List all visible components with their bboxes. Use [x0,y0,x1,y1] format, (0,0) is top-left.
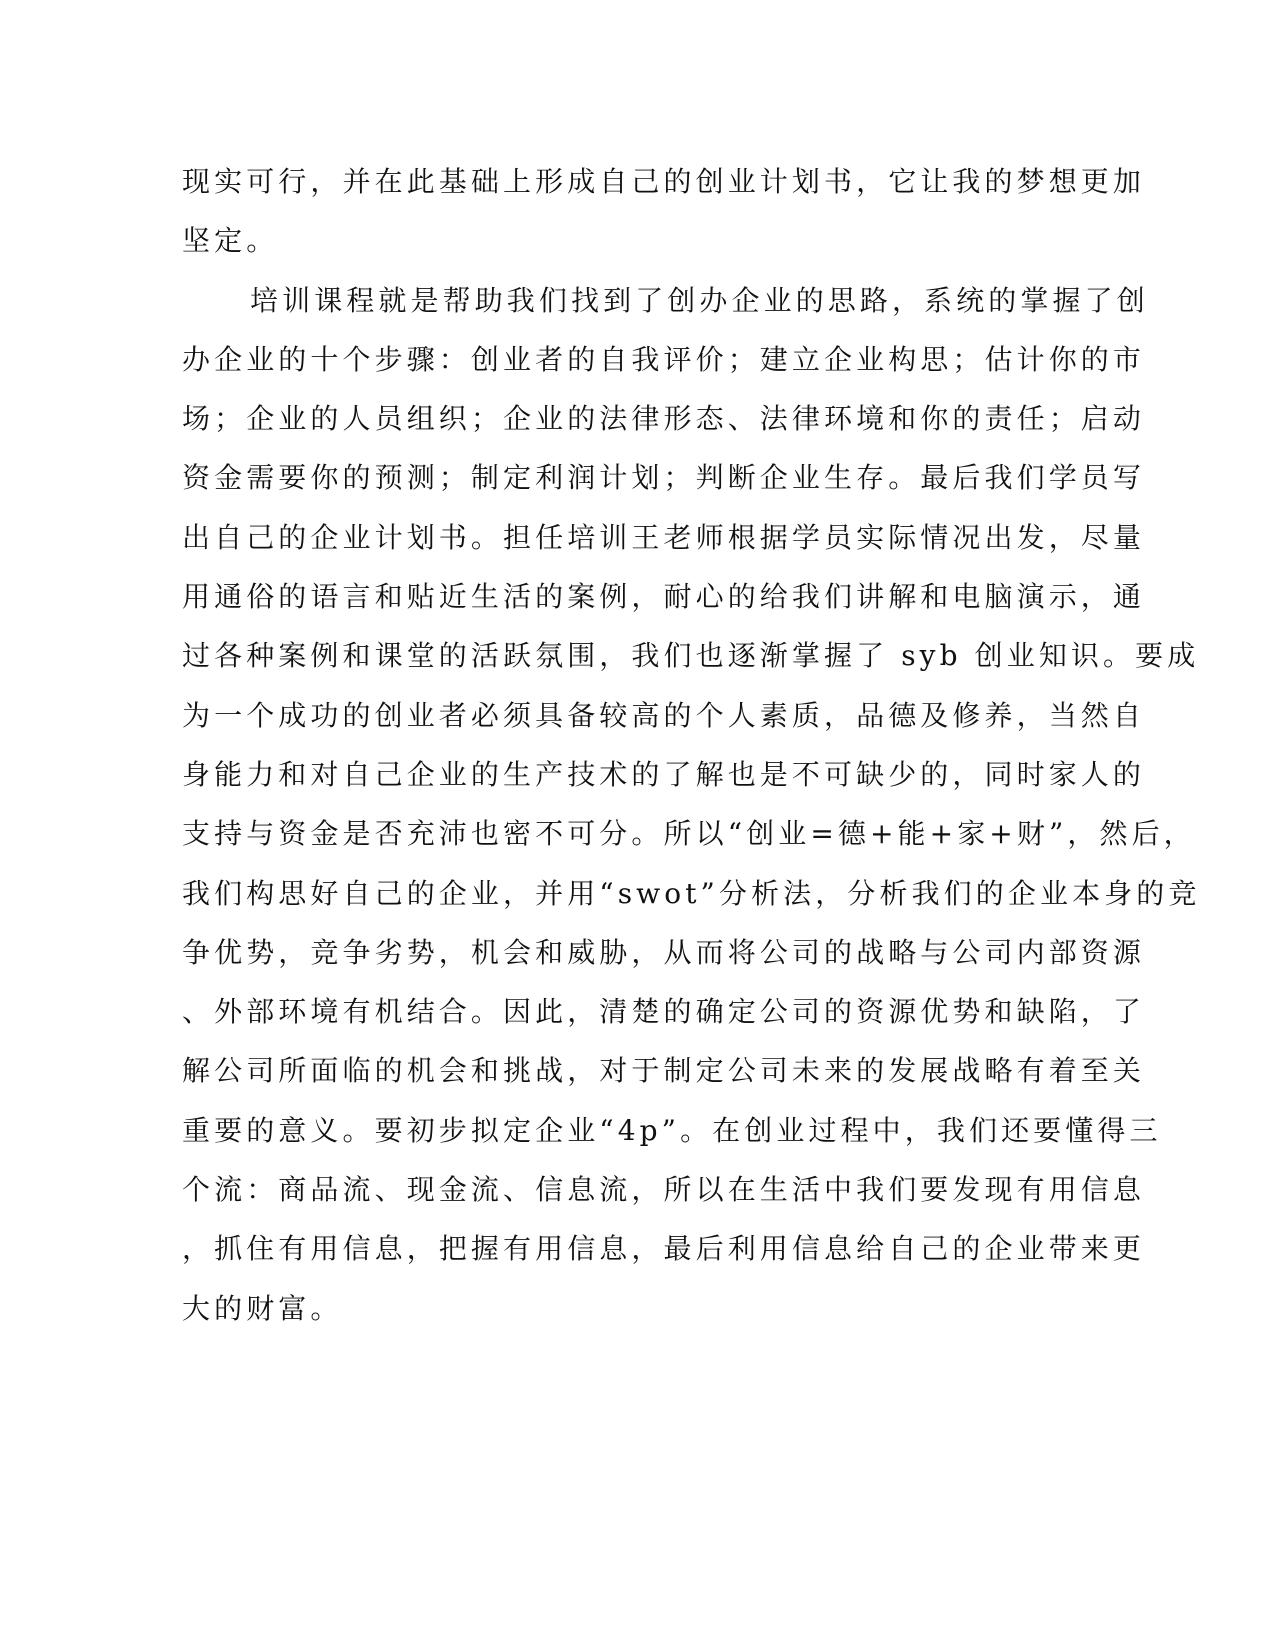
text-line: 解公司所面临的机会和挑战，对于制定公司未来的发展战略有着至关 [182,1054,1146,1088]
text-line: 资金需要你的预测；制定利润计划；判断企业生存。最后我们学员写 [182,461,1146,495]
text-line: 大的财富。 [182,1291,343,1325]
text-line: 、外部环境有机结合。因此，清楚的确定公司的资源优势和缺陷，了 [182,995,1146,1029]
text-line: 出自己的企业计划书。担任培训王老师根据学员实际情况出发，尽量 [182,520,1146,554]
text-line: 支持与资金是否充沛也密不可分。所以“创业=德+能+家+财”，然后， [182,817,1196,851]
text-line: 个流：商品流、现金流、信息流，所以在生活中我们要发现有用信息 [182,1173,1146,1207]
text-line: 重要的意义。要初步拟定企业“4p”。在创业过程中，我们还要懂得三 [182,1113,1162,1147]
text-line: 争优势，竞争劣势，机会和威胁，从而将公司的战略与公司内部资源 [182,935,1146,969]
text-line: 用通俗的语言和贴近生活的案例，耐心的给我们讲解和电脑演示，通 [182,580,1146,614]
text-line: 为一个成功的创业者必须具备较高的个人素质，品德及修养，当然自 [182,698,1146,732]
text-line: 我们构思好自己的企业，并用“swot”分析法，分析我们的企业本身的竞 [182,876,1201,910]
text-line: 坚定。 [182,224,279,258]
body-text [182,152,1201,1338]
text-line: 身能力和对自己企业的生产技术的了解也是不可缺少的，同时家人的 [182,757,1146,791]
text-line: 现实可行，并在此基础上形成自己的创业计划书，它让我的梦想更加 [182,165,1146,198]
text-line: 场；企业的人员组织；企业的法律形态、法律环境和你的责任；启动 [182,402,1146,436]
text-line: 办企业的十个步骤：创业者的自我评价；建立企业构思；估计你的市 [182,342,1146,376]
paragraph-first-line: 培训课程就是帮助我们找到了创办企业的思路，系统的掌握了创 [250,283,1149,317]
text-line: 过各种案例和课堂的活跃氛围，我们也逐渐掌握了 syb 创业知识。要成 [182,639,1200,673]
text-line: ，抓住有用信息，把握有用信息，最后利用信息给自己的企业带来更 [182,1232,1146,1266]
